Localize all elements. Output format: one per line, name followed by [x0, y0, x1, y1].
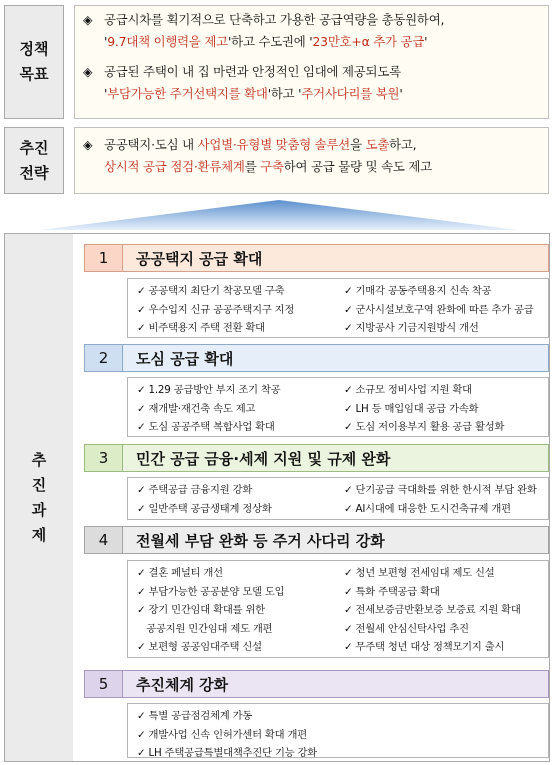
section-title: 도심 공급 확대 — [123, 344, 549, 372]
section-number: 4 — [84, 526, 123, 554]
section-body — [127, 477, 549, 520]
diamond-bullet-icon: ◈ — [83, 64, 93, 79]
diamond-bullet-icon: ◈ — [83, 12, 93, 27]
section-number: 3 — [84, 444, 123, 472]
tasks-label: 추 진 과 제 — [5, 234, 73, 761]
list-item: ✓ 부담가능한 공공분양 모델 도입 ✓ 특화 주택공급 확대 — [137, 585, 440, 598]
strategy-box — [74, 127, 549, 194]
section-body — [127, 377, 549, 437]
diamond-bullet-icon: ◈ — [83, 137, 93, 152]
section-title: 추진체계 강화 — [123, 670, 549, 698]
section-body — [127, 278, 549, 338]
task-section-2 — [84, 344, 549, 438]
task-section-1 — [84, 244, 549, 339]
list-item: ✓ LH 주택공급특별대책추진단 기능 강화 — [137, 747, 318, 759]
list-item: ✓ 특별 공급점검체계 가동 — [137, 710, 253, 722]
section-body — [127, 560, 549, 658]
section-number: 1 — [84, 244, 123, 272]
task-section-3 — [84, 444, 549, 520]
section-header — [84, 526, 549, 554]
list-item: ✓ 주택공급 금융지원 강화 ✓ 단기공급 극대화를 위한 한시적 부담 완화 — [137, 484, 537, 496]
section-title: 전월세 부담 완화 등 주거 사다리 강화 — [123, 526, 549, 554]
tasks-box — [4, 233, 550, 762]
section-header — [84, 244, 549, 272]
section-header — [84, 444, 549, 472]
section-body — [127, 703, 549, 758]
list-item: ✓ 우수입지 신규 공공주택지구 지정 ✓ 군사시설보호구역 완화에 따른 추가 공급 — [137, 303, 534, 316]
task-section-5 — [84, 670, 549, 758]
policy-goal-2-line-2: '부담가능한 주거선택지를 확대'하고 '주거사다리를 복원' — [104, 86, 403, 101]
list-item: ✓ 개발사업 신속 인허가센터 확대 개편 — [137, 728, 307, 741]
list-item: ✓ 1.29 공급방안 부지 조기 착공 ✓ 소규모 정비사업 지원 확대 — [137, 384, 472, 396]
section-number: 5 — [84, 670, 123, 698]
policy-goal-1-line-1: ◈ 공급시차를 획기적으로 단축하고 가용한 공급역량을 총동원하여, — [83, 9, 548, 31]
up-arrow-icon — [40, 200, 518, 230]
list-item: ✓ 공공택지 최단기 착공모델 구축 ✓ 기매각 공동주택용지 신속 착공 — [137, 285, 492, 297]
section-header — [84, 344, 549, 372]
task-section-4 — [84, 526, 549, 658]
strategy-label: 추진 전략 — [4, 127, 64, 194]
list-item: ✓ 비주택용지 주택 전환 확대 ✓ 지방공사 기금지원방식 개선 — [137, 322, 479, 334]
list-item: ✓ 재개발·재건축 속도 제고 ✓ LH 등 매입임대 공급 가속화 — [137, 402, 479, 415]
strategy-line-2: 상시적 공급 점검·환류체계를 구축하여 공급 물량 및 속도 제고 — [104, 159, 432, 174]
list-item: ✓ 결혼 페널티 개선 ✓ 청년 보편형 전세임대 제도 신설 — [137, 567, 495, 579]
section-title: 민간 공급 금융·세제 지원 및 규제 완화 — [123, 444, 549, 472]
policy-goal-2-line-1: ◈ 공급된 주택이 내 집 마련과 안정적인 임대에 제공되도록 — [83, 61, 548, 83]
policy-goal-box — [74, 5, 549, 119]
policy-goal-label: 정책 목표 — [4, 5, 64, 119]
policy-goal-1-line-2: '9.7대책 이행력을 제고'하고 수도권에 '23만호+α 추가 공급' — [104, 34, 428, 49]
strategy-line-1: ◈ 공공택지·도심 내 사업별·유형별 맞춤형 솔루션을 도출하고, — [83, 134, 548, 156]
list-item: ✓ 도심 공공주택 복합사업 확대 ✓ 도심 저이용부지 활용 공급 활성화 — [137, 421, 505, 433]
list-item: ✓ 장기 민간임대 확대를 위한 ✓ 전세보증금반환보증 보증료 지원 확대 — [137, 604, 521, 616]
list-item: ✓ 보편형 공공임대주택 신설 ✓ 무주택 청년 대상 정책모기지 출시 — [137, 641, 505, 653]
section-title: 공공택지 공급 확대 — [123, 244, 549, 272]
section-header — [84, 670, 549, 698]
list-item: 공공지원 민간임대 제도 개편 ✓ 전월세 안심신탁사업 추진 — [137, 622, 469, 635]
list-item: ✓ 일반주택 공급생태계 정상화 ✓ AI시대에 대응한 도시건축규제 개편 — [137, 502, 511, 515]
section-number: 2 — [84, 344, 123, 372]
